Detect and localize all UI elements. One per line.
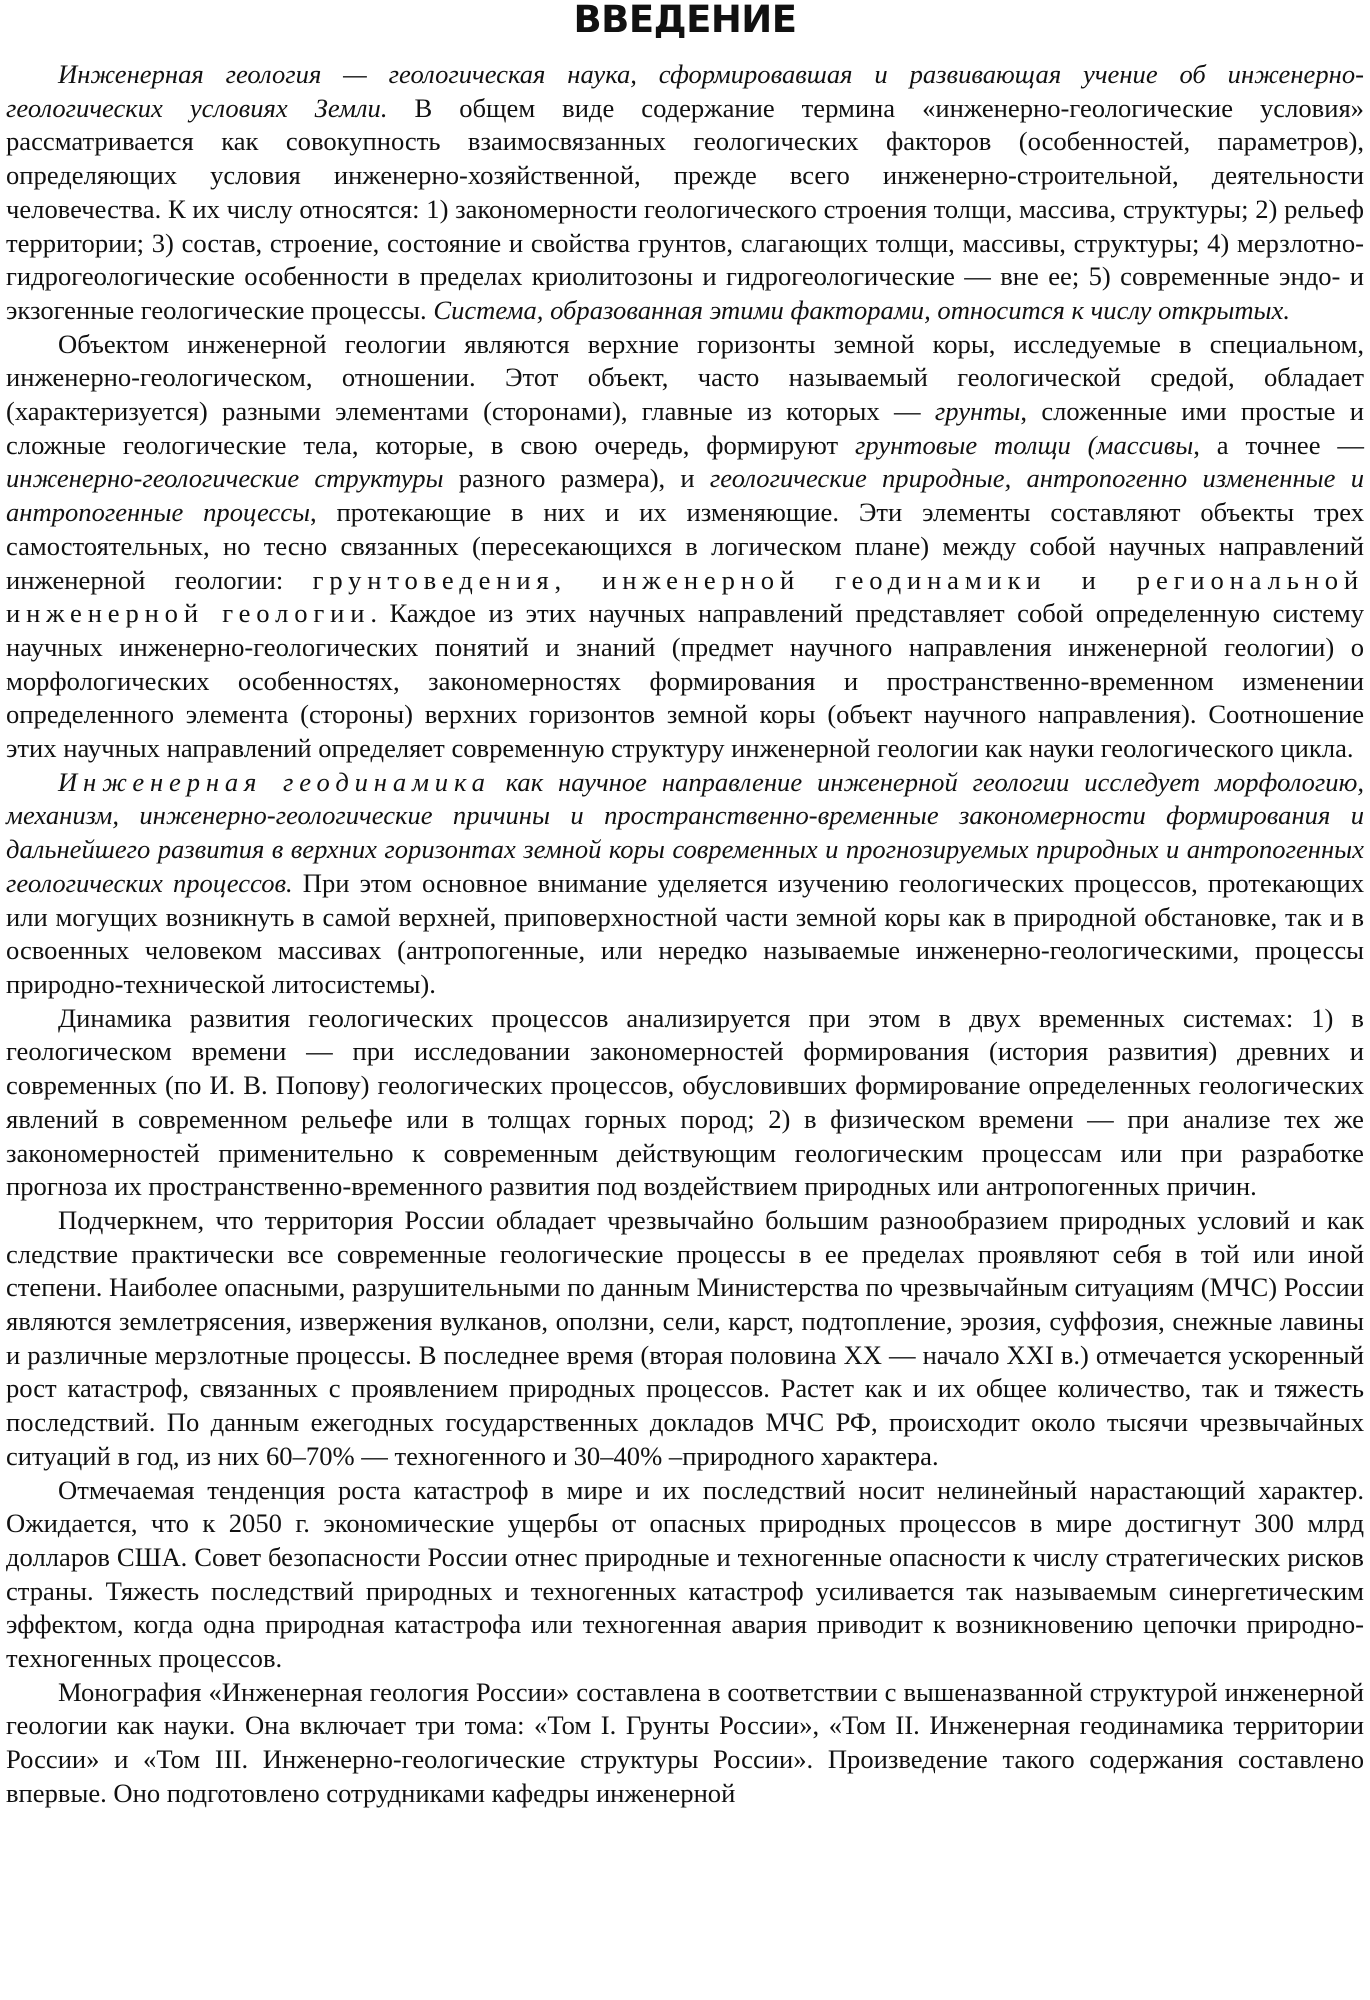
paragraph	[6, 58, 1364, 328]
text-run: Система, образованная этими факторами, относится к числу открытых.	[433, 294, 1291, 325]
text-run: разного размера), и	[443, 463, 710, 494]
text-run: Отмечаемая тенденция роста катастроф в мире и их последствий носит нелинейный нарастающий характер. Ожидается, что к 2050 г. экономические ущербы от опасных природных процессов в мире достигнут 300 млрд долларов США. Совет безопасности России отнес природные и техногенные опасности к числу стратегических рисков страны. Тяжесть последствий природных и техногенных катастроф усиливается так называемым синергетическим эффектом, когда одна природная катастрофа или техногенная авария приводит к возникновению цепочки природно-техногенных процессов.	[6, 1474, 1364, 1674]
text-run: грунтовые толщи (массивы	[854, 429, 1194, 460]
text-run: Инженерная геодинамика	[58, 766, 491, 797]
text-run: , а точнее —	[1193, 429, 1364, 460]
text-run: В общем виде содержание термина «инженерно-геологические условия» рассматривается как совокупность взаимосвязанных геологических факторов (особенностей, параметров), определяющих условия инженерно-хозяйственной, прежде всего инженерно-строительной, деятельности человечества. К их числу относятся: 1) закономерности геологического строения толщи, массива, структуры; 2) рельеф территории; 3) состав, строение, состояние и свойства грунтов, слагающих толщи, массивы, структуры; 4) мерзлотно-гидрогеологические особенности в пределах криолитозоны и гидрогеологические — вне ее; 5) современные эндо- и экзогенные геологические процессы.	[6, 92, 1364, 325]
text-run: грунтоведения, инженерной геодинамики и региональной инженерной геологии	[6, 564, 1364, 629]
text-run: грунты	[934, 396, 1021, 427]
text-run: Подчеркнем, что территория России обладает чрезвычайно большим разнообразием природных условий и как следствие практически все современные геологические процессы в ее пределах проявляют себя в той или иной степени. Наиболее опасными, разрушительными по данным Министерства по чрезвычайным ситуациям (МЧС) России являются землетрясения, извержения вулканов, оползни, сели, карст, подтопление, эрозия, суффозия, снежные лавины и различные мерзлотные процессы. В последнее время (вторая половина XX — начало XXI в.) отмечается ускоренный рост катастроф, связанных с проявлением природных процессов. Растет как и их общее количество, так и тяжесть последствий. По данным ежегодных государственных докладов МЧС РФ, происходит около тысячи чрезвычайных ситуаций в год, из них 60–70% — техногенного и 30–40% –природного характера.	[6, 1204, 1364, 1471]
text-run: . Каждое из этих научных направлений представляет собой определенную систему научных инженерно-геологических понятий и знаний (предмет научного направления инженерной геологии) о морфологических особенностях, закономерностях формирования и пространственно-временном изменении определенного элемента (стороны) верхних горизонтов земной коры (объект научного направления). Соотношение этих научных направлений определяет современную структуру инженерной геологии как науки геологического цикла.	[6, 598, 1364, 764]
text-run: Динамика развития геологических процессов анализируется при этом в двух временных системах: 1) в геологическом времени — при исследовании закономерностей формирования (история развития) древних и современных (по И. В. Попову) геологических процессов, обусловивших формирование определенных геологических явлений в современном рельефе или в толщах горных пород; 2) в физическом времени — при анализе тех же закономерностей применительно к современным действующим геологическим процессам или при разработке прогноза их пространственно-временного развития под воздействием природных или антропогенных причин.	[6, 1002, 1364, 1202]
paragraph	[6, 1474, 1364, 1676]
text-run: инженерно-геологические структуры	[6, 463, 444, 494]
paragraph	[6, 1204, 1364, 1474]
text-run: как научное направление инженерной геологии исследует морфологию, механизм, инженерно-геологические причины и пространственно-временные закономерности формирования и дальнейшего развития в верхних горизонтах земной коры современных и прогнозируемых природных и антропогенных геологических процессов.	[6, 766, 1364, 898]
text-run: При этом основное внимание уделяется изучению геологических процессов, протекающих или могущих возникнуть в самой верхней, приповерхностной части земной коры как в природной обстановке, так и в освоенных человеком массивах (антропогенные, или нередко называемые инженерно-геологическими, процессы природно-технической литосистемы).	[6, 867, 1364, 999]
text-run: геологические природные, антропогенно измененные и антропогенные процессы	[6, 463, 1364, 528]
paragraph	[6, 1676, 1364, 1811]
paragraph	[6, 766, 1364, 1002]
text-run: Инженерная геология — геологическая наука, сформировавшая и развивающая учение об инженерно-геологических условиях Земли.	[6, 59, 1364, 123]
paragraph	[6, 1002, 1364, 1204]
text-run: Монография «Инженерная геология России» составлена в соответствии с вышеназванной структурой инженерной геологии как науки. Она включает три тома: «Том I. Грунты России», «Том II. Инженерная геодинамика территории России» и «Том III. Инженерно-геологические структуры России». Произведение такого содержания составлено впервые. Оно подготовлено сотрудниками кафедры инженерной	[6, 1676, 1364, 1808]
page-title: ВВЕДЕНИЕ	[573, 0, 797, 41]
text-run: Объектом инженерной геологии являются верхние горизонты земной коры, исследуемые в специальном, инженерно-геологическом, отношении. Этот объект, часто называемый геологической средой, обладает (характеризуется) разными элементами (сторонами), главные из которых —	[6, 328, 1364, 427]
text-run: , протекающие в них и их изменяющие. Эти элементы составляют объекты трех самостоятельных, но тесно связанных (пересекающихся в логическом плане) между собой научных направлений инженерной геологии:	[6, 497, 1364, 595]
paragraph	[6, 328, 1364, 766]
body-text	[6, 58, 1364, 1811]
text-run: , сложенные ими простые и сложные геологические тела, которые, в свою очередь, формируют	[6, 396, 1364, 460]
